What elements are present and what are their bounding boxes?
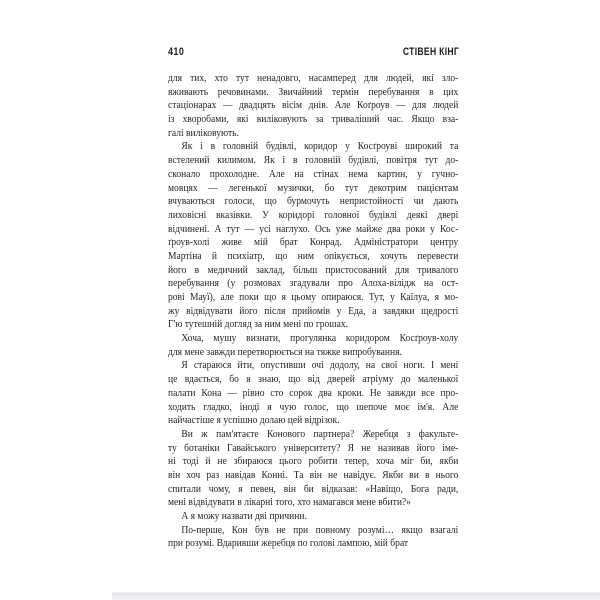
- paragraph: [168, 72, 458, 140]
- text-line: встелений килимом. Як і в головній будівлі, повітря тут до-: [168, 155, 459, 167]
- page-number: 410: [168, 46, 185, 58]
- text-line: перебування (у розмовах згадували про Алоха-вілідж на ост-: [168, 278, 459, 290]
- text-line: ту ботаніки Гавайського університету? Я не називав його іме-: [168, 442, 459, 454]
- body-text-block: [168, 72, 458, 551]
- text-line: мені відвідувати в лікарні того, хто намагався мене вбити?»: [168, 497, 411, 509]
- text-line: це вдається, бо я знаю, що від дверей атріуму до маленької: [168, 374, 459, 386]
- text-line: Як і в головній будівлі, коридор у Косґроуві широкий та: [181, 141, 459, 153]
- text-line: Мартіна й психіатр, що ним опікується, хочуть перевести: [168, 250, 459, 262]
- paragraph: [168, 359, 458, 427]
- running-header: [168, 46, 459, 58]
- text-line: мовцях — легенької музички, бо тут декотрим пацієнтам: [168, 182, 459, 194]
- text-line: стаціонарах — двадцять вісім днів. Але Коґроув — для людей: [168, 100, 459, 112]
- text-line: для тих, хто тут ненадовго, насамперед для людей, які зло-: [168, 73, 459, 84]
- text-line: галі виліковують.: [168, 127, 239, 139]
- text-line: він хоч раз навідав Конні. Та він не навідує. Якби ви в нього: [168, 469, 459, 481]
- text-line: ні тоді й не збираюся цього робити тепер, хоча міг би, якби: [168, 456, 459, 468]
- text-line: при розумі. Вдаривши жеребця по голові лампою, мій брат: [168, 538, 409, 550]
- text-line: лиховісні вказівки. У коридорі головної будівлі деякі двері: [168, 209, 459, 221]
- paragraph: [168, 140, 458, 332]
- paragraph: [168, 524, 458, 551]
- text-line: вчуваються голоси, що бурмочуть непристойності чи дають: [168, 196, 459, 208]
- text-line: його в медичний заклад, більш пристосований для тривалого: [168, 264, 459, 276]
- text-line: палати Кона — рівно сто сорок два кроки. Не завжди все про-: [168, 387, 459, 399]
- text-line: вживають речовинами. Звичайний термін перебування в цих: [168, 86, 459, 98]
- text-line: Г'ю тутешній догляд за ним мені по грошах.: [168, 319, 349, 331]
- text-line: відчинені. А тут — усі наглухо. Ось уже майже два роки у Кос-: [168, 223, 459, 235]
- text-line: А я можу назвати дві причини.: [181, 511, 307, 522]
- text-line: спитали чому, я певен, він би відказав: «Навіщо, Бога ради,: [168, 483, 459, 495]
- text-line: рові Мауї), але поки що я цьому опираюся. Тут, у Каїлуа, я мо-: [168, 292, 459, 303]
- paragraph: [168, 332, 458, 359]
- page-bottom-scan-edge: [112, 592, 600, 600]
- text-line: сконало прохолодне. Але на стінах нема картин, у гучно-: [168, 168, 459, 180]
- paragraph: [168, 510, 458, 524]
- text-line: Я стараюся йти, опустивши очі додолу, на свої ноги. І мені: [181, 360, 459, 372]
- text-line: ґроув-холі живе мій брат Конрад. Адміністратори центру: [168, 237, 459, 249]
- running-title-author: СТІВЕН КІНГ: [402, 46, 459, 58]
- text-line: Ви ж пам'ятаєте Конового партнера? Жеребця з факульте-: [181, 428, 459, 440]
- text-line: ходить гладко, іноді я чую голос, що шепоче моє ім'я. Але: [168, 401, 459, 413]
- text-line: По-перше, Кон був не при повному розумі… якщо взагалі: [181, 524, 459, 536]
- paragraph: [168, 428, 458, 510]
- text-line: жу відвідувати його після прийомів у Еда, а завдяки щедрості: [168, 305, 459, 317]
- text-line: із хворобами, які виліковують за триваліший час. Якщо вза-: [168, 114, 459, 126]
- text-line: для мене завжди перетворюється на тяжке випробування.: [168, 346, 402, 358]
- text-line: Хоча, мушу визнати, прогулянка коридором Косґроув-холу: [181, 333, 459, 345]
- text-line: найчастіше я успішно долаю цей відрізок.: [168, 415, 340, 427]
